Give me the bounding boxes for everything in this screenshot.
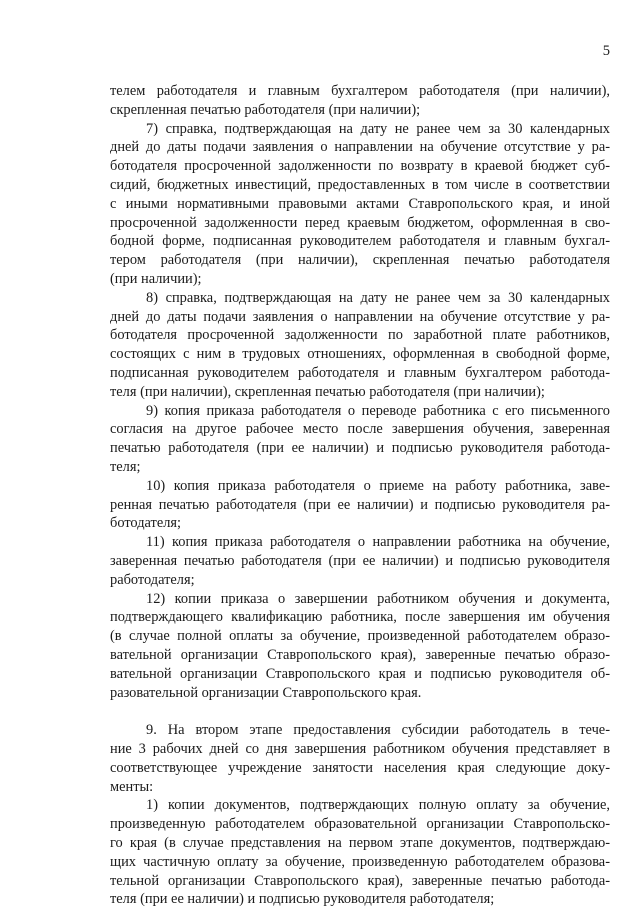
text-line: го края (в случае представления на первом этапе документов, подтверждаю- xyxy=(110,835,610,852)
text-line: менты: xyxy=(110,778,154,795)
text-line: ренная печатью работодателя (при ее наличии) и подписью руководителя ра- xyxy=(110,496,610,513)
text-line: 11) копия приказа работодателя о направлении работника на обучение, xyxy=(146,534,610,551)
text-line: вательной организации Ставропольского края), заверенные печатью образо- xyxy=(110,646,610,663)
text-line: сидий, бюджетных инвестиций, предоставленных в том числе в соответствии xyxy=(110,176,610,193)
text-line: разовательной организации Ставропольского края. xyxy=(110,684,422,701)
text-line: тельной организации Ставропольского края), заверенные печатью работода- xyxy=(110,872,610,889)
text-line: 1) копии документов, подтверждающих полную оплату за обучение, xyxy=(146,797,610,814)
text-line: состоящих с ним в трудовых отношениях, оформленная в свободной форме, xyxy=(110,346,610,363)
text-line: дней до даты подачи заявления о направлении на обучение отсутствие у ра- xyxy=(110,139,610,156)
text-line: бодной форме, подписанная руководителем работодателя и главным бухгал- xyxy=(110,233,610,250)
text-line: печатью работодателя (при ее наличии) и подписью руководителя работода- xyxy=(110,440,610,457)
text-line: работодателя; xyxy=(110,571,195,588)
text-line: щих частичную оплату за обучение, произведенную работодателем образова- xyxy=(110,853,610,870)
text-line: произведенную работодателем образовательной организации Ставропольско- xyxy=(110,816,610,833)
text-line: 7) справка, подтверждающая на дату не ранее чем за 30 календарных xyxy=(146,120,610,137)
text-line: подтверждающего квалификацию работника, после завершения им обучения xyxy=(110,609,610,626)
page-number: 5 xyxy=(602,43,610,59)
text-line: (в случае полной оплаты за обучение, произведенной работодателем образо- xyxy=(110,628,610,645)
text-line: подписанная руководителем работодателя и главным бухгалтером работода- xyxy=(110,364,610,381)
text-line: 9) копия приказа работодателя о переводе работника с его письменного xyxy=(146,402,610,419)
text-line: 8) справка, подтверждающая на дату не ранее чем за 30 календарных xyxy=(146,289,610,306)
text-line: (при наличии); xyxy=(110,270,202,287)
text-line: теля; xyxy=(110,458,141,475)
text-line: дней до даты подачи заявления о направлении на обучение отсутствие у ра- xyxy=(110,308,610,325)
text-line: скрепленная печатью работодателя (при наличии); xyxy=(110,101,421,118)
text-line: 10) копия приказа работодателя о приеме на работу работника, заве- xyxy=(146,477,610,494)
text-line: теля (при наличии), скрепленная печатью работодателя (при наличии); xyxy=(110,383,545,400)
text-line: теля (при ее наличии) и подписью руководителя работодателя; xyxy=(110,891,495,908)
text-line: заверенная печатью работодателя (при ее наличии) и подписью руководителя xyxy=(110,552,610,569)
text-line: ботодателя просроченной задолженности по заработной плате работников, xyxy=(110,327,610,344)
text-line: вательной организации Ставропольского края и подписью руководителя об- xyxy=(110,665,610,682)
text-line: 9. На втором этапе предоставления субсидии работодатель в тече- xyxy=(146,722,610,739)
text-line: телем работодателя и главным бухгалтером работодателя (при наличии), xyxy=(110,83,610,99)
text-line: 12) копии приказа о завершении работником обучения и документа, xyxy=(146,590,610,607)
text-line: соответствующее учреждение занятости населения края следующие доку- xyxy=(110,759,610,776)
text-line: просроченной задолженности перед краевым бюджетом, оформленная в сво- xyxy=(110,214,610,231)
paragraph-gap xyxy=(110,702,610,721)
text-line: ботодателя; xyxy=(110,515,182,532)
text-line: тером работодателя (при наличии), скрепленная печатью работодателя xyxy=(110,252,610,269)
text-line: ботодателя просроченной задолженности по возврату в краевой бюджет суб- xyxy=(110,158,610,175)
text-line: ние 3 рабочих дней со дня завершения работником обучения представляет в xyxy=(110,741,610,758)
text-line: с иными нормативными правовыми актами Ставропольского края, и иной xyxy=(110,195,610,212)
text-line: согласия на другое рабочее место после завершения обучения, заверенная xyxy=(110,421,610,438)
document-body xyxy=(110,82,610,909)
